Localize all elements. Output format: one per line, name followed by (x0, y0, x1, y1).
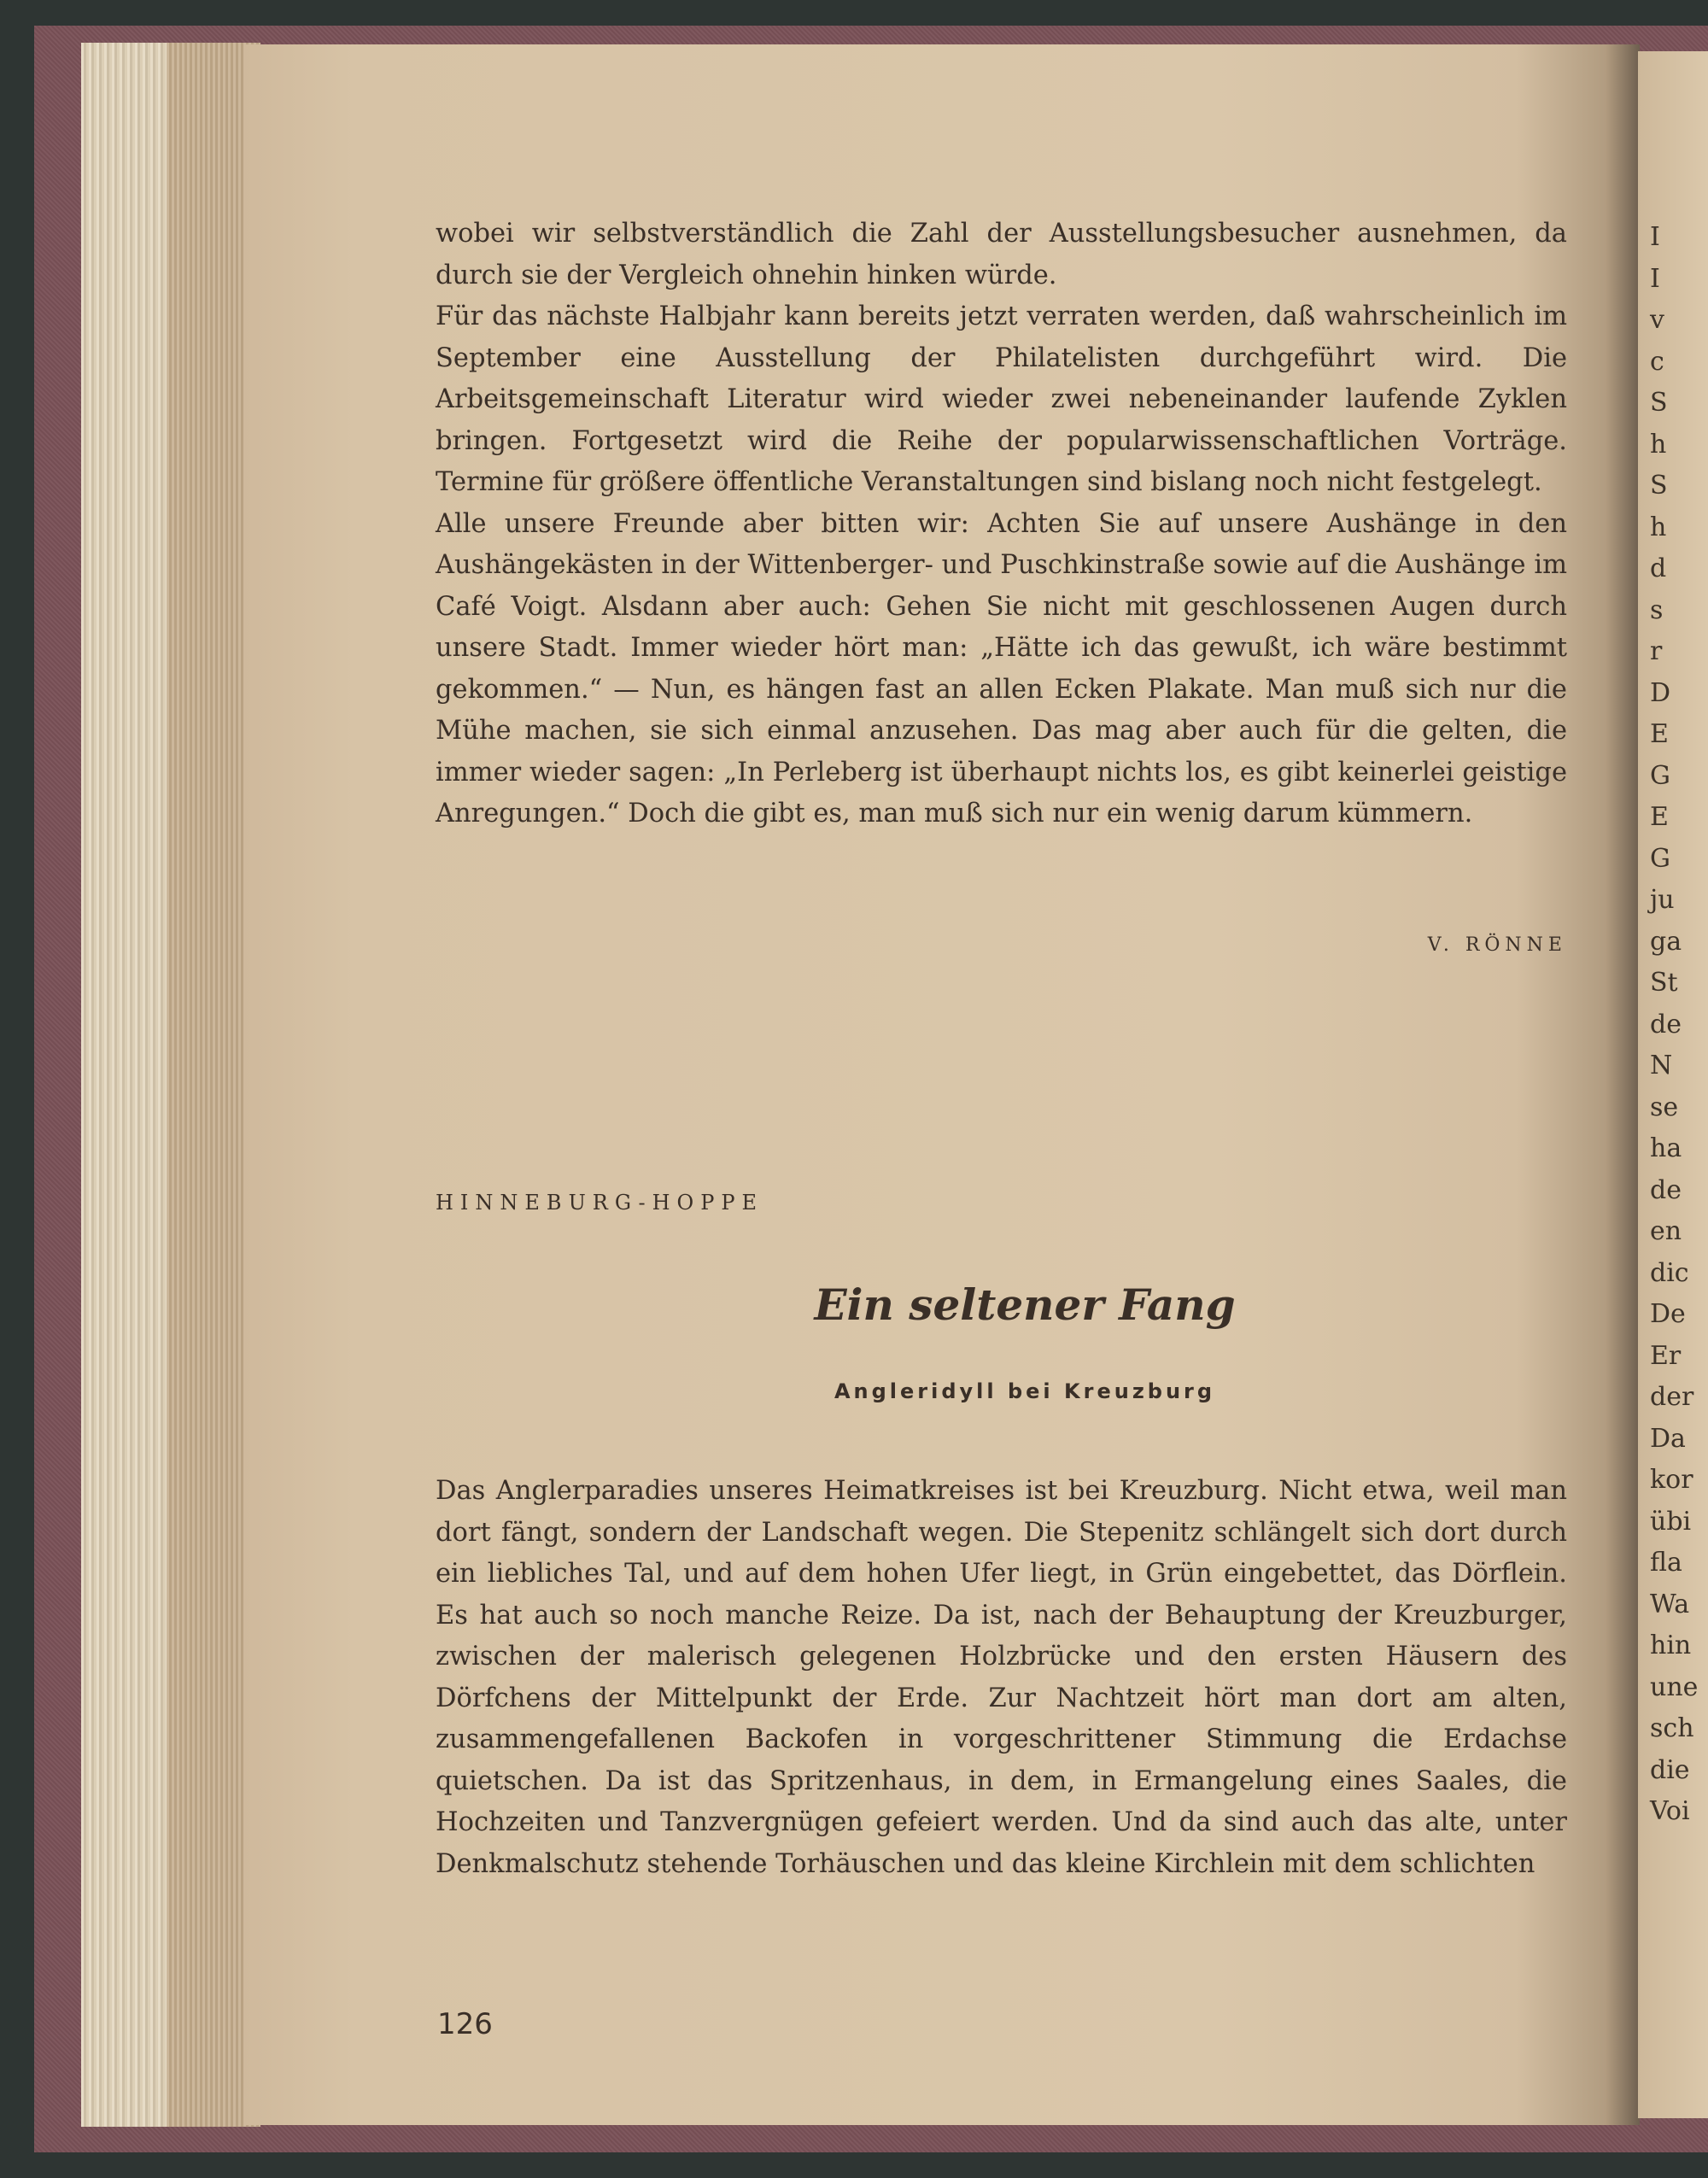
right-page-fragment: sch (1650, 1713, 1694, 1743)
right-page-fragment: de (1650, 1009, 1682, 1039)
paragraph: Alle unsere Freunde aber bitten wir: Achten Sie auf unsere Aushänge in den Aushängekästen in der Wittenberger- und Puschkinstraße sowie auf die Aushänge im Café Voigt. Alsdann aber auch: Gehen Sie nicht mit geschlossenen Augen durch unsere Stadt. Immer wieder hört man: „Hätte ich das gewußt, ich wäre bestimmt gekommen.“ — Nun, es hängen fast an allen Ecken Plakate. Man muß sich nur die Mühe machen, sie sich einmal anzusehen. Das mag aber auch für die gelten, die immer wieder sagen: „In Perleberg ist überhaupt nichts los, es gibt keinerlei geistige Anregungen.“ Doch die gibt es, man muß sich nur ein wenig darum kümmern. (436, 508, 1567, 828)
right-page-fragment: S (1650, 388, 1668, 418)
right-page-fragment: ju (1650, 885, 1675, 915)
right-page-fragment: N (1650, 1051, 1673, 1080)
right-page-fragment: une (1650, 1672, 1699, 1702)
right-page-fragment: h (1650, 429, 1667, 460)
right-page-fragment: die (1650, 1754, 1690, 1785)
right-page-fragment: übi (1650, 1506, 1692, 1537)
right-page-fragment: S (1650, 471, 1668, 501)
right-page-fragment: se (1650, 1092, 1679, 1122)
right-page-fragment: D (1650, 677, 1671, 708)
right-page-fragment: Er (1650, 1340, 1682, 1371)
article-title: Ein seltener Fang (814, 1279, 1236, 1330)
right-page-fragment: G (1650, 760, 1670, 791)
right-page-fragment: kor (1650, 1465, 1693, 1495)
signature: V. RÖNNE (1427, 934, 1567, 956)
right-page-fragment: ha (1650, 1133, 1682, 1163)
article-subtitle: Angleridyll bei Kreuzburg (834, 1379, 1216, 1403)
right-page-fragment: dic (1650, 1257, 1689, 1288)
right-page-fragment: E (1650, 802, 1669, 832)
right-page-fragment: v (1650, 305, 1664, 335)
right-page-fragment: Wa (1650, 1589, 1690, 1619)
right-page-fragment: fla (1650, 1548, 1682, 1578)
right-page-fragment: Da (1650, 1423, 1686, 1454)
right-page-fragment: c (1650, 346, 1664, 377)
right-page-fragment: St (1650, 968, 1678, 998)
right-page-fragment: en (1650, 1216, 1682, 1246)
paragraph: wobei wir selbstverständlich die Zahl der Ausstellungsbesucher ausnehmen, da durch sie der Vergleich ohnehin hinken würde. (436, 219, 1567, 290)
right-page-fragment: G (1650, 843, 1670, 874)
article-author: HINNEBURG-HOPPE (436, 1191, 764, 1215)
paragraph: Das Anglerparadies unseres Heimatkreises ist bei Kreuzburg. Nicht etwa, weil man dort fängt, sondern der Landschaft wegen. Die Stepenitz schlängelt sich dort durch ein liebliches Tal, und auf dem hohen Ufer liegt, in Grün eingebettet, das Dörflein. Es hat auch so noch manche Reize. Da ist, nach der Behauptung der Kreuzburger, zwischen der malerisch gelegenen Holzbrücke und den ersten Häusern des Dörfchens der Mittelpunkt der Erde. Zur Nachtzeit hört man dort am alten, zusammengefallenen Backofen in vorgeschrittener Stimmung die Erdachse quietschen. Da ist das Spritzenhaus, in dem, in Ermangelung eines Saales, die Hochzeiten und Tanzvergnügen gefeiert werden. Und da sind auch das alte, unter Denkmalschutz stehende Torhäuschen und das kleine Kirchlein mit dem schlichten (436, 1476, 1567, 1879)
right-page-fragment: de (1650, 1174, 1682, 1205)
right-page-fragment: h (1650, 512, 1667, 542)
paragraph: Für das nächste Halbjahr kann bereits jetzt verraten werden, daß wahrscheinlich im September eine Ausstellung der Philatelisten durchgeführt wird. Die Arbeitsgemeinschaft Literatur wird wieder zwei nebeneinander laufende Zyklen bringen. Fortgesetzt wird die Reihe der popularwissenschaftlichen Vorträge. Termine für größere öffentliche Veranstaltungen sind bislang noch nicht festgelegt. (436, 302, 1567, 497)
right-page-fragment: r (1650, 636, 1663, 666)
right-page-fragment: I (1650, 222, 1660, 252)
right-page-edge (1638, 51, 1708, 2118)
right-page-fragment: De (1650, 1299, 1686, 1329)
right-page-fragment: der (1650, 1382, 1694, 1412)
right-page-fragment: d (1650, 553, 1667, 583)
article-text (436, 1471, 1567, 1885)
right-page-fragment: E (1650, 719, 1669, 749)
page-number: 126 (437, 2007, 493, 2041)
right-page-fragment: s (1650, 594, 1664, 625)
right-page-fragment: hin (1650, 1631, 1692, 1660)
continuation-text (436, 214, 1567, 835)
right-page-fragment: I (1650, 263, 1660, 294)
right-page-fragment: Voi (1650, 1796, 1690, 1826)
book-gutter (1606, 44, 1640, 2125)
right-page-fragment: ga (1650, 926, 1682, 957)
